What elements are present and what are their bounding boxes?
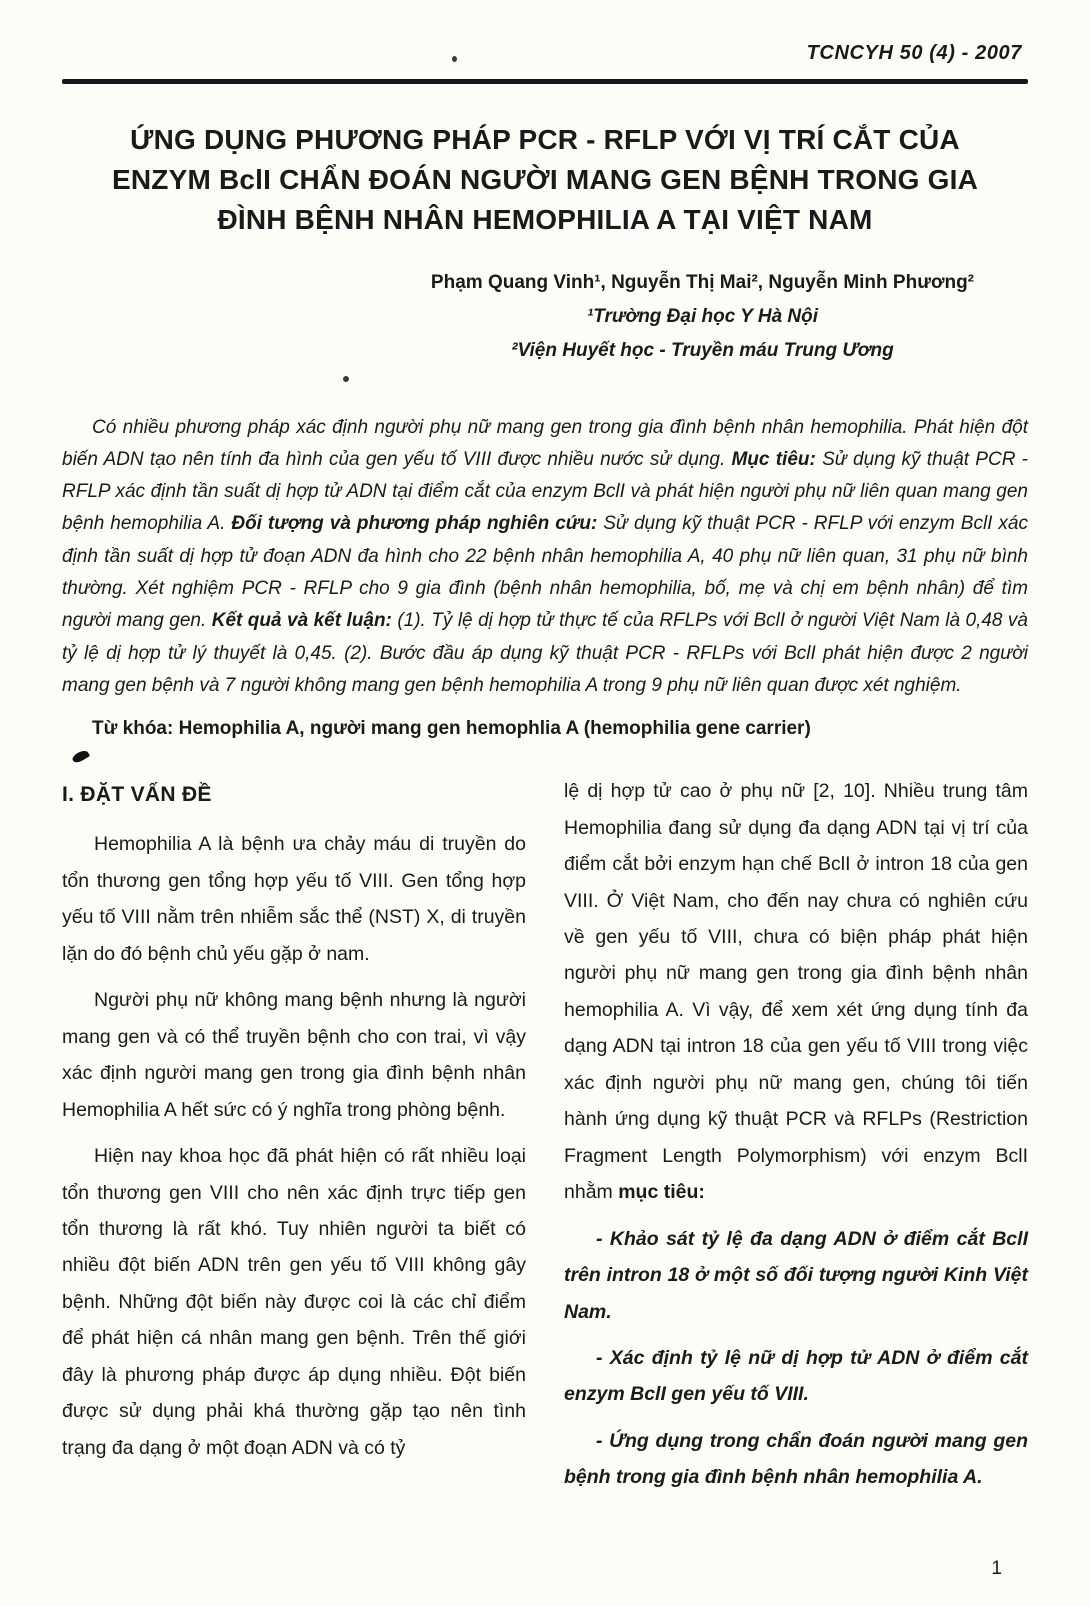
objective-item-1: - Khảo sát tỷ lệ đa dạng ADN ở điểm cắt BclI trên intron 18 ở một số đối tượng người Kinh Việt Nam. <box>564 1227 1028 1323</box>
ink-mark-artifact <box>71 748 90 765</box>
body-paragraph: Hiện nay khoa học đã phát hiện có rất nhiều loại tổn thương gen VIII cho nên xác định trực tiếp gen tổn thương là rất khó. Tuy nhiên người ta biết có nhiều đột biến ADN trên gen yếu tố VIII không gây bệnh. Những đột biến này được coi là các chỉ điểm để phát hiện cá nhân mang gen bệnh. Trên thế giới đây là phương pháp được áp dụng nhiều. Đột biến được sử dụng phải khá thường gặp tạo nên tình trạng đa dạng ở một đoạn ADN và có tỷ <box>62 1145 526 1459</box>
right-column <box>564 773 1028 1506</box>
paper-title <box>62 120 1028 240</box>
abstract-segment: (1). Tỷ lệ dị hợp tử thực tế của RFLPs với BclI ở người Việt Nam là 0,48 và tỷ lệ dị hợp tử lý thuyết là 0,45. (2). Bước đầu áp dụng kỹ thuật PCR - RFLPs với BclI phát hiện được 2 người mang gen bệnh và 7 người không mang gen bệnh hemophilia A trong 9 phụ nữ liên quan được xét nghiệm. <box>62 610 1028 696</box>
body-paragraph <box>564 773 1028 1210</box>
left-column <box>62 773 526 1506</box>
objective-lead-in: mục tiêu: <box>618 1181 705 1204</box>
abstract-label-results: Kết quả và kết luận: <box>211 610 392 632</box>
abstract-segment: Có nhiều phương pháp xác định người phụ nữ mang gen trong gia đình bệnh nhân hemophilia. Phát hiện đột biến ADN tạo nên tính đa hình của gen yếu tố VIII được nhiều nước sử dụng. <box>62 416 1028 470</box>
title-line-3: ĐÌNH BỆNH NHÂN HEMOPHILIA A TẠI VIỆT NAM <box>217 204 873 236</box>
body-paragraph: Hemophilia A là bệnh ưa chảy máu di truyền do tổn thương gen tổng hợp yếu tố VIII. Gen tổng hợp yếu tố VIII nằm trên nhiễm sắc thể (NST) X, di truyền lặn do đó bệnh chủ yếu gặp ở nam. <box>62 833 526 965</box>
body-paragraph: Người phụ nữ không mang bệnh nhưng là người mang gen và có thể truyền bệnh cho con trai, vì vậy xác định người mang gen trong gia đình bệnh nhân Hemophilia A hết sức có ý nghĩa trong phòng bệnh. <box>62 989 526 1121</box>
objective-item-3: - Ứng dụng trong chẩn đoán người mang gen bệnh trong gia đình bệnh nhân hemophilia A. <box>564 1429 1028 1489</box>
abstract-label-methods: Đối tượng và phương pháp nghiên cứu: <box>231 513 598 535</box>
journal-reference: TCNCYH 50 (4) - 2007 <box>806 42 1022 64</box>
objective-item-2: - Xác định tỷ lệ nữ dị hợp tử ADN ở điểm cắt enzym BclI gen yếu tố VIII. <box>564 1347 1028 1406</box>
authors-block <box>431 266 974 367</box>
scan-speck <box>452 56 457 62</box>
two-column-body <box>62 773 1028 1506</box>
abstract-segment: Sử dụng kỹ thuật PCR - RFLP xác định tần suất dị hợp tử ADN tại điểm cắt của enzym BclI và phát hiện người phụ nữ liên quan mang gen bệnh hemophilia A. <box>62 448 1028 535</box>
abstract-label-objective: Mục tiêu: <box>731 448 816 470</box>
section-heading-introduction: I. ĐẶT VẤN ĐỀ <box>62 783 212 807</box>
title-line-1: ỨNG DỤNG PHƯƠNG PHÁP PCR - RFLP VỚI VỊ TRÍ CẮT CỦA <box>130 124 960 155</box>
scan-speck <box>343 376 349 382</box>
title-line-2: ENZYM BclI CHẨN ĐOÁN NGƯỜI MANG GEN BỆNH TRONG GIA <box>111 164 979 196</box>
keywords-line: Từ khóa: Hemophilia A, người mang gen hemophlia A (hemophilia gene carrier) <box>92 718 811 740</box>
header-rule <box>62 79 1028 84</box>
page-number: 1 <box>991 1558 1002 1579</box>
body-paragraph-text: lệ dị hợp tử cao ở phụ nữ [2, 10]. Nhiều trung tâm Hemophilia đang sử dụng đa dạng ADN tại vị trí của điểm cắt bởi enzym hạn chế BclI ở intron 18 của gen VIII. Ở Việt Nam, cho đến nay chưa có nghiên cứu về gen yếu tố VIII, chưa có biện pháp phát hiện người phụ nữ mang gen trong gia đình bệnh nhân hemophilia A. Vì vậy, để xem xét ứng dụng tính đa dạng ADN tại intron 18 của gen yếu tố VIII trong việc xác định người phụ nữ mang gen, chúng tôi tiến hành ứng dụng kỹ thuật PCR và RFLPs (Restriction Fragment Length Polymorphism) với enzym BclI nhằm <box>564 780 1028 1204</box>
affiliation-1: ¹Trường Đại học Y Hà Nội <box>586 305 819 327</box>
abstract-segment: Sử dụng kỹ thuật PCR - RFLP với enzym BclI xác định tần suất dị hợp tử đoạn ADN đa hình cho 22 bệnh nhân hemophilia A, 40 phụ nữ liên quan, 31 phụ nữ bình thường. Xét nghiệm PCR - RFLP cho 9 gia đình (bệnh nhân hemophilia, bố, mẹ và chị em bệnh nhân) để tìm người mang gen. <box>62 513 1028 632</box>
abstract-paragraph <box>62 412 1028 703</box>
author-names: Phạm Quang Vinh¹, Nguyễn Thị Mai², Nguyễn Minh Phương² <box>430 272 974 294</box>
affiliation-2: ²Viện Huyết học - Truyền máu Trung Ương <box>511 339 894 361</box>
